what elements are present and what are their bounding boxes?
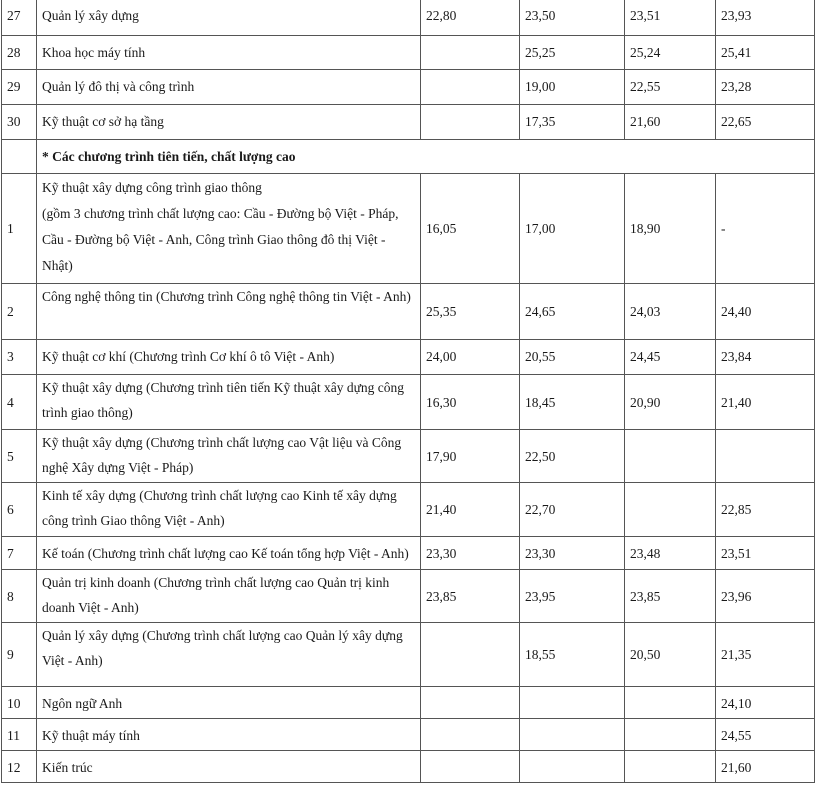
row-number: 4	[2, 375, 37, 430]
score-col-3	[625, 719, 716, 751]
score-col-3: 18,90	[625, 174, 716, 284]
program-name: Kỹ thuật cơ khí (Chương trình Cơ khí ô tô Việt - Anh)	[37, 340, 421, 375]
score-col-1	[421, 70, 520, 105]
table-row	[2, 537, 815, 570]
section-header-row	[2, 140, 815, 174]
score-col-4: 23,28	[716, 70, 815, 105]
program-name: Kiến trúc	[37, 751, 421, 783]
program-name: Quản trị kinh doanh (Chương trình chất lượng cao Quản trị kinh doanh Việt - Anh)	[37, 570, 421, 623]
score-col-4: 22,85	[716, 483, 815, 537]
score-col-3: 22,55	[625, 70, 716, 105]
score-col-3: 25,24	[625, 36, 716, 70]
score-col-3: 24,45	[625, 340, 716, 375]
program-name: Quản lý đô thị và công trình	[37, 70, 421, 105]
table-row	[2, 623, 815, 687]
score-col-4: 22,65	[716, 105, 815, 140]
score-col-4: 23,84	[716, 340, 815, 375]
score-col-2: 22,70	[520, 483, 625, 537]
table-row	[2, 751, 815, 783]
score-col-2: 20,55	[520, 340, 625, 375]
score-col-4: 24,10	[716, 687, 815, 719]
program-name-line2: (gồm 3 chương trình chất lượng cao: Cầu - Đường bộ Việt - Pháp, Cầu - Đường bộ Việt - Anh, Công trình Giao thông đô thị Việt - Nhật)	[42, 206, 399, 273]
table-row	[2, 483, 815, 537]
program-name: Quản lý xây dựng	[37, 0, 421, 36]
score-col-3: 20,90	[625, 375, 716, 430]
score-col-4	[716, 430, 815, 483]
score-col-2: 18,55	[520, 623, 625, 687]
program-name-line1: Kỹ thuật xây dựng công trình giao thông	[42, 180, 262, 195]
program-name: Kế toán (Chương trình chất lượng cao Kế toán tổng hợp Việt - Anh)	[37, 537, 421, 570]
program-name: Kinh tế xây dựng (Chương trình chất lượng cao Kinh tế xây dựng công trình Giao thông Việt - Anh)	[37, 483, 421, 537]
row-number: 1	[2, 174, 37, 284]
program-name	[37, 174, 421, 284]
table-row	[2, 687, 815, 719]
program-name: Khoa học máy tính	[37, 36, 421, 70]
score-col-2: 23,30	[520, 537, 625, 570]
score-col-1: 23,30	[421, 537, 520, 570]
score-col-4: 24,55	[716, 719, 815, 751]
score-col-4: 21,40	[716, 375, 815, 430]
row-number: 28	[2, 36, 37, 70]
score-col-1: 21,40	[421, 483, 520, 537]
row-number: 5	[2, 430, 37, 483]
table-row	[2, 375, 815, 430]
score-col-1	[421, 623, 520, 687]
score-col-1: 22,80	[421, 0, 520, 36]
program-name: Kỹ thuật xây dựng (Chương trình tiên tiến Kỹ thuật xây dựng công trình giao thông)	[37, 375, 421, 430]
score-col-3: 23,51	[625, 0, 716, 36]
row-number: 8	[2, 570, 37, 623]
score-col-1: 24,00	[421, 340, 520, 375]
table-row	[2, 105, 815, 140]
score-col-3: 23,48	[625, 537, 716, 570]
program-name: Ngôn ngữ Anh	[37, 687, 421, 719]
score-col-1	[421, 687, 520, 719]
score-col-2: 23,95	[520, 570, 625, 623]
score-col-2: 24,65	[520, 284, 625, 340]
score-col-2: 23,50	[520, 0, 625, 36]
table-row	[2, 174, 815, 284]
score-col-1: 23,85	[421, 570, 520, 623]
score-col-2	[520, 687, 625, 719]
score-col-4: 23,51	[716, 537, 815, 570]
program-name: Quản lý xây dựng (Chương trình chất lượng cao Quản lý xây dựng Việt - Anh)	[37, 623, 421, 687]
score-col-1: 17,90	[421, 430, 520, 483]
row-number: 30	[2, 105, 37, 140]
score-col-3	[625, 751, 716, 783]
table-row	[2, 70, 815, 105]
row-number-empty	[2, 140, 37, 174]
score-col-3: 21,60	[625, 105, 716, 140]
score-col-2: 22,50	[520, 430, 625, 483]
row-number: 29	[2, 70, 37, 105]
table-row	[2, 284, 815, 340]
table-row	[2, 340, 815, 375]
score-col-3	[625, 430, 716, 483]
table-row	[2, 570, 815, 623]
score-col-4: 23,93	[716, 0, 815, 36]
score-col-1	[421, 719, 520, 751]
score-col-3: 23,85	[625, 570, 716, 623]
score-col-4: 25,41	[716, 36, 815, 70]
score-col-1: 16,05	[421, 174, 520, 284]
score-col-2: 18,45	[520, 375, 625, 430]
program-name: Kỹ thuật xây dựng (Chương trình chất lượng cao Vật liệu và Công nghệ Xây dựng Việt - Pháp)	[37, 430, 421, 483]
row-number: 11	[2, 719, 37, 751]
table-row	[2, 0, 815, 36]
admission-scores-table	[1, 0, 815, 783]
score-col-1: 16,30	[421, 375, 520, 430]
table-row	[2, 719, 815, 751]
score-col-1	[421, 105, 520, 140]
row-number: 7	[2, 537, 37, 570]
score-col-2: 25,25	[520, 36, 625, 70]
row-number: 6	[2, 483, 37, 537]
program-name: Kỹ thuật cơ sở hạ tầng	[37, 105, 421, 140]
score-col-2: 19,00	[520, 70, 625, 105]
table-row	[2, 430, 815, 483]
section-header: * Các chương trình tiên tiến, chất lượng cao	[37, 140, 815, 174]
score-col-4: 21,35	[716, 623, 815, 687]
score-col-1	[421, 751, 520, 783]
score-col-3	[625, 687, 716, 719]
score-col-3	[625, 483, 716, 537]
program-name: Công nghệ thông tin (Chương trình Công nghệ thông tin Việt - Anh)	[37, 284, 421, 340]
score-col-4: 21,60	[716, 751, 815, 783]
score-col-4: 23,96	[716, 570, 815, 623]
score-col-1: 25,35	[421, 284, 520, 340]
score-col-2	[520, 751, 625, 783]
score-col-1	[421, 36, 520, 70]
score-col-3: 24,03	[625, 284, 716, 340]
row-number: 10	[2, 687, 37, 719]
row-number: 9	[2, 623, 37, 687]
score-col-2	[520, 719, 625, 751]
score-col-3: 20,50	[625, 623, 716, 687]
score-col-2: 17,35	[520, 105, 625, 140]
row-number: 2	[2, 284, 37, 340]
row-number: 12	[2, 751, 37, 783]
row-number: 27	[2, 0, 37, 36]
program-name: Kỹ thuật máy tính	[37, 719, 421, 751]
table-row	[2, 36, 815, 70]
row-number: 3	[2, 340, 37, 375]
score-col-2: 17,00	[520, 174, 625, 284]
score-col-4: 24,40	[716, 284, 815, 340]
score-col-4: -	[716, 174, 815, 284]
